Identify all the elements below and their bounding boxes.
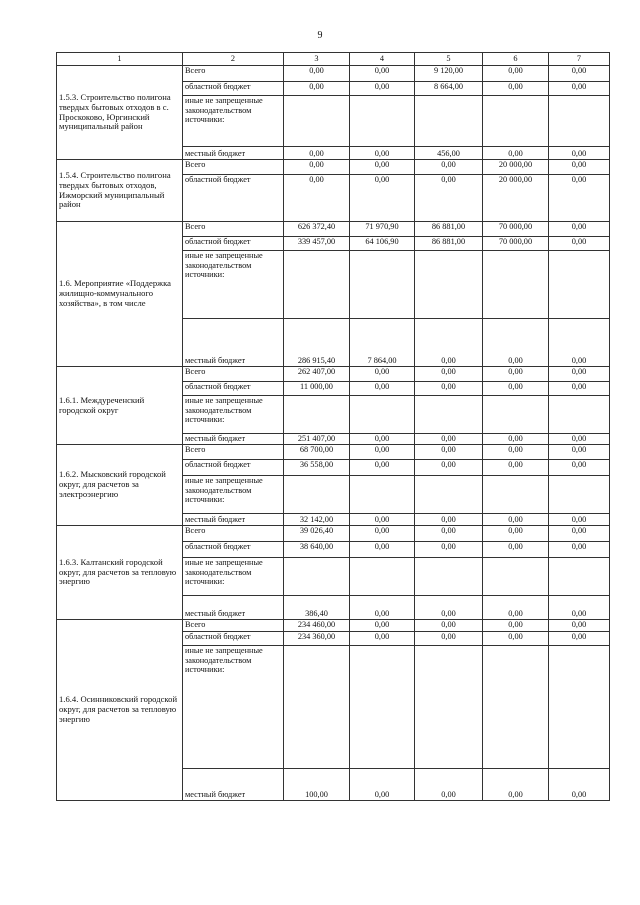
funding-source-cell: областной бюджет	[183, 542, 284, 558]
amount-cell: 36 558,00	[284, 460, 350, 476]
page-number: 9	[317, 30, 323, 41]
measure-name-cell: 1.6.3. Калтанский городской округ, для расчетов за тепловую энергию	[57, 526, 183, 620]
amount-cell: 0,00	[415, 160, 483, 175]
amount-cell: 0,00	[549, 319, 610, 367]
amount-cell	[483, 558, 549, 596]
amount-cell: 0,00	[415, 542, 483, 558]
amount-cell	[549, 476, 610, 514]
amount-cell: 0,00	[350, 460, 415, 476]
amount-cell: 0,00	[415, 382, 483, 396]
amount-cell: 0,00	[483, 632, 549, 646]
amount-cell: 20 000,00	[483, 160, 549, 175]
amount-cell: 0,00	[549, 82, 610, 96]
amount-cell: 0,00	[483, 147, 549, 160]
amount-cell: 0,00	[483, 445, 549, 460]
amount-cell: 0,00	[483, 542, 549, 558]
amount-cell: 0,00	[549, 632, 610, 646]
table-row	[57, 620, 610, 632]
amount-cell	[415, 251, 483, 319]
amount-cell: 0,00	[483, 514, 549, 526]
amount-cell: 234 360,00	[284, 632, 350, 646]
amount-cell: 0,00	[483, 319, 549, 367]
amount-cell	[284, 558, 350, 596]
amount-cell: 339 457,00	[284, 237, 350, 251]
table-row	[57, 222, 610, 237]
amount-cell: 0,00	[350, 445, 415, 460]
amount-cell	[549, 96, 610, 147]
amount-cell: 0,00	[549, 66, 610, 82]
amount-cell: 262 407,00	[284, 367, 350, 382]
amount-cell: 0,00	[549, 434, 610, 445]
table-row	[57, 526, 610, 542]
amount-cell	[350, 476, 415, 514]
amount-cell: 0,00	[284, 147, 350, 160]
amount-cell: 0,00	[415, 445, 483, 460]
amount-cell	[284, 476, 350, 514]
amount-cell	[415, 96, 483, 147]
funding-source-cell: Всего	[183, 526, 284, 542]
amount-cell: 0,00	[549, 367, 610, 382]
amount-cell: 20 000,00	[483, 175, 549, 222]
table-body	[57, 66, 610, 801]
amount-cell: 0,00	[284, 82, 350, 96]
amount-cell: 68 700,00	[284, 445, 350, 460]
funding-source-cell: местный бюджет	[183, 596, 284, 620]
amount-cell: 0,00	[350, 514, 415, 526]
amount-cell: 286 915,40	[284, 319, 350, 367]
amount-cell: 0,00	[415, 620, 483, 632]
amount-cell: 64 106,90	[350, 237, 415, 251]
funding-source-cell: Всего	[183, 445, 284, 460]
funding-source-cell: местный бюджет	[183, 769, 284, 801]
funding-source-cell: иные не запрещенные законодательством источники:	[183, 396, 284, 434]
amount-cell: 0,00	[549, 237, 610, 251]
funding-source-cell: иные не запрещенные законодательством источники:	[183, 646, 284, 769]
funding-source-cell: местный бюджет	[183, 434, 284, 445]
amount-cell: 386,40	[284, 596, 350, 620]
funding-source-cell: областной бюджет	[183, 460, 284, 476]
amount-cell	[350, 251, 415, 319]
amount-cell: 0,00	[549, 596, 610, 620]
funding-source-cell: областной бюджет	[183, 632, 284, 646]
amount-cell: 0,00	[350, 434, 415, 445]
amount-cell: 0,00	[549, 542, 610, 558]
amount-cell: 0,00	[284, 66, 350, 82]
amount-cell: 0,00	[350, 82, 415, 96]
amount-cell: 0,00	[549, 445, 610, 460]
amount-cell	[549, 396, 610, 434]
amount-cell	[284, 251, 350, 319]
table-row	[57, 160, 610, 175]
amount-cell: 0,00	[350, 382, 415, 396]
amount-cell	[549, 558, 610, 596]
amount-cell: 0,00	[284, 175, 350, 222]
amount-cell: 0,00	[415, 514, 483, 526]
amount-cell: 0,00	[483, 526, 549, 542]
table-row	[57, 367, 610, 382]
amount-cell: 0,00	[350, 147, 415, 160]
amount-cell: 0,00	[350, 526, 415, 542]
amount-cell: 0,00	[415, 367, 483, 382]
amount-cell	[483, 96, 549, 147]
funding-source-cell: иные не запрещенные законодательством источники:	[183, 96, 284, 147]
amount-cell: 0,00	[549, 460, 610, 476]
amount-cell	[284, 396, 350, 434]
funding-source-cell: Всего	[183, 367, 284, 382]
amount-cell: 0,00	[415, 526, 483, 542]
amount-cell	[350, 646, 415, 769]
amount-cell: 0,00	[415, 319, 483, 367]
measure-name-cell: 1.6.2. Мысковский городской округ, для расчетов за электроэнергию	[57, 445, 183, 526]
funding-source-cell: иные не запрещенные законодательством источники:	[183, 558, 284, 596]
amount-cell: 0,00	[483, 596, 549, 620]
amount-cell: 0,00	[483, 66, 549, 82]
amount-cell: 11 000,00	[284, 382, 350, 396]
amount-cell: 0,00	[549, 526, 610, 542]
amount-cell: 0,00	[415, 434, 483, 445]
amount-cell	[350, 558, 415, 596]
amount-cell: 9 120,00	[415, 66, 483, 82]
amount-cell: 251 407,00	[284, 434, 350, 445]
measure-name-cell: 1.5.4. Строительство полигона твердых бытовых отходов, Ижморский муниципальный район	[57, 160, 183, 222]
funding-source-cell: местный бюджет	[183, 514, 284, 526]
amount-cell: 0,00	[284, 160, 350, 175]
amount-cell: 0,00	[483, 382, 549, 396]
amount-cell	[415, 476, 483, 514]
amount-cell	[483, 476, 549, 514]
amount-cell: 70 000,00	[483, 222, 549, 237]
amount-cell: 0,00	[549, 514, 610, 526]
amount-cell: 0,00	[350, 632, 415, 646]
amount-cell: 100,00	[284, 769, 350, 801]
amount-cell	[284, 96, 350, 147]
amount-cell: 0,00	[549, 147, 610, 160]
amount-cell: 0,00	[549, 175, 610, 222]
funding-source-cell: Всего	[183, 620, 284, 632]
amount-cell: 86 881,00	[415, 222, 483, 237]
amount-cell	[483, 251, 549, 319]
column-header: 3	[284, 53, 350, 66]
funding-source-cell: Всего	[183, 160, 284, 175]
column-header: 5	[415, 53, 483, 66]
column-header: 6	[483, 53, 549, 66]
funding-source-cell: Всего	[183, 66, 284, 82]
amount-cell: 0,00	[350, 542, 415, 558]
amount-cell: 0,00	[350, 596, 415, 620]
amount-cell	[415, 646, 483, 769]
amount-cell: 0,00	[350, 620, 415, 632]
amount-cell	[350, 96, 415, 147]
measure-name-cell: 1.6.4. Осинниковский городской округ, для расчетов за тепловую энергию	[57, 620, 183, 801]
funding-source-cell: областной бюджет	[183, 382, 284, 396]
budget-table	[56, 52, 610, 801]
funding-source-cell: областной бюджет	[183, 82, 284, 96]
amount-cell: 38 640,00	[284, 542, 350, 558]
table-row	[57, 445, 610, 460]
table-header-row	[57, 53, 610, 66]
table-row	[57, 66, 610, 82]
measure-name-cell: 1.5.3. Строительство полигона твердых бытовых отходов в с. Проскоково, Юргинский муниципальный район	[57, 66, 183, 160]
funding-source-cell: местный бюджет	[183, 147, 284, 160]
amount-cell: 0,00	[483, 460, 549, 476]
amount-cell: 0,00	[350, 769, 415, 801]
amount-cell	[483, 396, 549, 434]
measure-name-cell: 1.6. Мероприятие «Поддержка жилищно-коммунального хозяйства», в том числе	[57, 222, 183, 367]
amount-cell: 0,00	[350, 160, 415, 175]
amount-cell: 456,00	[415, 147, 483, 160]
column-header: 7	[549, 53, 610, 66]
funding-source-cell: местный бюджет	[183, 319, 284, 367]
amount-cell: 71 970,90	[350, 222, 415, 237]
amount-cell	[284, 646, 350, 769]
amount-cell: 0,00	[483, 620, 549, 632]
amount-cell: 0,00	[483, 82, 549, 96]
amount-cell: 0,00	[415, 175, 483, 222]
measure-name-cell: 1.6.1. Междуреченский городской округ	[57, 367, 183, 445]
column-header: 2	[183, 53, 284, 66]
amount-cell: 0,00	[415, 596, 483, 620]
amount-cell: 234 460,00	[284, 620, 350, 632]
amount-cell: 70 000,00	[483, 237, 549, 251]
funding-source-cell: иные не запрещенные законодательством источники:	[183, 251, 284, 319]
amount-cell: 0,00	[549, 160, 610, 175]
amount-cell: 0,00	[483, 367, 549, 382]
amount-cell: 0,00	[415, 460, 483, 476]
funding-source-cell: областной бюджет	[183, 237, 284, 251]
amount-cell: 39 026,40	[284, 526, 350, 542]
amount-cell	[415, 396, 483, 434]
amount-cell: 0,00	[483, 434, 549, 445]
funding-source-cell: иные не запрещенные законодательством источники:	[183, 476, 284, 514]
column-header: 4	[350, 53, 415, 66]
amount-cell: 626 372,40	[284, 222, 350, 237]
column-header: 1	[57, 53, 183, 66]
amount-cell: 0,00	[415, 632, 483, 646]
amount-cell	[415, 558, 483, 596]
amount-cell: 0,00	[350, 175, 415, 222]
amount-cell: 0,00	[415, 769, 483, 801]
amount-cell: 0,00	[350, 367, 415, 382]
amount-cell: 7 864,00	[350, 319, 415, 367]
amount-cell	[549, 251, 610, 319]
amount-cell	[549, 646, 610, 769]
amount-cell	[350, 396, 415, 434]
amount-cell: 86 881,00	[415, 237, 483, 251]
amount-cell: 0,00	[549, 620, 610, 632]
amount-cell: 0,00	[549, 769, 610, 801]
amount-cell: 0,00	[483, 769, 549, 801]
funding-source-cell: областной бюджет	[183, 175, 284, 222]
amount-cell: 0,00	[549, 382, 610, 396]
funding-source-cell: Всего	[183, 222, 284, 237]
amount-cell: 8 664,00	[415, 82, 483, 96]
amount-cell	[483, 646, 549, 769]
amount-cell: 0,00	[350, 66, 415, 82]
amount-cell: 0,00	[549, 222, 610, 237]
amount-cell: 32 142,00	[284, 514, 350, 526]
